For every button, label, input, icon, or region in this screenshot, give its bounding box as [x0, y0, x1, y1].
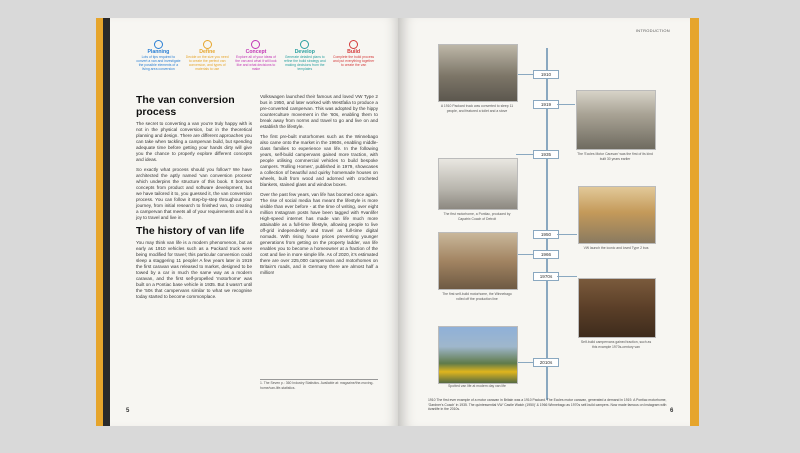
book-edge-right	[689, 18, 699, 426]
step-desc: Generate detailed plans to refine the build strategy and making decisions from the templates	[283, 55, 326, 71]
paragraph: So exactly what process should you follow? We have architected the aptly named 'van conversion process' which underpins the structure of this book. It borrows concepts from product and software development, but we have tailored it to, you guessed it, the van conversion process. You can follow it step-by-step throughout your journey, from initial research to finished van, to creating a campervan that meets all of your requirements and is a joy to travel and live in.	[136, 167, 252, 220]
photo-1910-packard	[438, 44, 518, 102]
photo-1919-caravan	[576, 90, 656, 150]
connector	[516, 154, 534, 155]
photo-caption: A 1910 Packard truck was converted to sleep 11 people, and featured a toilet and a stove	[440, 104, 514, 113]
left-column	[136, 94, 252, 304]
step-name: Define	[199, 49, 216, 55]
photo-caption: The first motorhome, a Pontiac, produced by Capatrix Coach of Detroit	[443, 212, 511, 221]
connector	[516, 254, 534, 255]
photo-1966-winnebago	[438, 232, 518, 290]
photo-caption: Self-build campervans gained traction, such as this example 1970s-century van	[580, 340, 652, 349]
timeline-year: 1950	[533, 230, 559, 239]
photo-2010s-vanlife	[438, 326, 518, 384]
footnote: 1. The Seven p.: 360 Industry Statistics. Available at: magazine/the-moving-home/van-life-statistics.	[260, 379, 378, 390]
step-name: Concept	[245, 49, 267, 55]
photo-caption: Spotted van life at modern day van life	[448, 384, 506, 388]
right-page	[398, 18, 690, 426]
timeline-year: 2010s	[533, 358, 559, 367]
paragraph: You may think van life is a modern phenomenon, but as early as 1910 vehicles such as a Packard truck were being modified for travel; this particular conversion could sleep a staggering 11 people! A few years later in 1919 the first caravan was released to market, designed to be towed by a car in much the same way as a modern caravan, and the first self-propelled 'motorhome' was built on a Pontiac base vehicle in 1935. But it wasn't until the '50s that campervans similar to what we recognise today started to become commonplace.	[136, 240, 252, 299]
page-number-right: 6	[670, 408, 674, 414]
connector	[516, 74, 534, 75]
paragraph: The first pre-built motorhomes such as the Winnebago also came onto the market in the 1960s, enabling middle-class families to experience van life. In the following years, self-build campervans gained more traction, with people utilising commercial vehicles to build bespoke campers. 'Rolling Homes', published in 1979, showcases a collection of beautiful and quirky homemade houses on wheels, built from wood and adorned with crocheted blankets, stained glass and window boxes.	[260, 134, 378, 187]
step-desc: Decide on the size you need to create the perfect van conversion, and types of materials to use	[185, 55, 229, 71]
connector	[557, 104, 575, 105]
search-icon	[154, 40, 163, 49]
timeline-year: 1935	[533, 150, 559, 159]
timeline-year: 1970s	[533, 272, 559, 281]
photo-1950-vw-bus	[578, 186, 656, 244]
step-planning	[136, 40, 181, 71]
wrench-icon	[349, 40, 358, 49]
paragraph: Over the past few years, van life has boomed once again. The rise of social media has meant the lifestyle is more visible than ever before - at the time of writing, over eight million Instagram posts have been tagged with #vanlife! High-speed internet has made van life much more attainable as a full-time lifestyle, allowing people to live off-grid independently and travel as full-time digital nomads. With rising house prices preventing younger generations from getting on the property ladder, van life enables you to become a homeowner at a fraction of the cost and live in more simple life. As of 2020, it's estimated there are over 225,000 campervans and motorhomes on Britain's roads, and in Germany there are almost half a million!	[260, 192, 378, 275]
photo-caption: The first self-build motorhome, the Winnebago rolled off the production line	[442, 292, 512, 301]
idea-icon	[251, 40, 260, 49]
step-name: Build	[347, 49, 361, 55]
timeline-year: 1910	[533, 70, 559, 79]
heading-van-conversion-process: The van conversion process	[136, 94, 235, 118]
page-number-left: 5	[126, 408, 130, 414]
step-build	[331, 40, 376, 71]
step-desc: Explore all of your ideas of the van and what it will look like and what decisions to make	[235, 55, 277, 71]
lightbulb-icon	[203, 40, 212, 49]
section-header: INTRODUCTION	[635, 28, 670, 33]
step-develop	[282, 40, 327, 71]
connector	[557, 276, 577, 277]
photo-caption: The 'Eccles Motor Caravan' was the first of its kind built 30 years earlier	[577, 152, 653, 161]
connector	[557, 234, 577, 235]
photo-1935-motorhome	[438, 158, 518, 210]
photo-caption: VW launch the iconic and loved Type 2 bus	[583, 246, 649, 250]
timeline-year: 1966	[533, 250, 559, 259]
step-define	[185, 40, 230, 71]
paragraph: Volkswagen launched their famous and loved VW Type 2 bus in 1950, and later worked with Westfalia to produce a pre-converted campervan. This was adopted by the hippy counterculture movement in the '60s, enabling them to break away from norms and travel to go and live on and establish the lifestyle.	[260, 94, 378, 129]
left-page	[110, 18, 402, 426]
timeline-footer: 1910 The first ever example of a motor caravan in Britain was a 1910 Packard. The Eccles motor caravan, generated a demand in 1919. A Pontiac motorhome, 'Gardner's Coach' in 1935. The quintessential VW 'Castle Watch (1950)' & 1966 Winnebago as 1970s self-build campers. Now made famous on Instagram with #vanlife in the 2010s.	[428, 398, 667, 411]
step-desc: Lots of tips required to convert a van and investigate the possible elements of a living area conversion	[136, 55, 181, 71]
connector	[516, 362, 534, 363]
process-steps	[136, 40, 376, 71]
paragraph: The secret to converting a van you're truly happy with is not in the physical conversion, but in the theoretical planning and design. There are different approaches you can take when tackling a campervan build, but spending adequate time before getting your hands dirty will give you the chance to properly explore different concepts and ideas.	[136, 121, 252, 162]
chart-icon	[300, 40, 309, 49]
step-concept	[234, 40, 279, 71]
photo-1970s-selfbuild	[578, 278, 656, 338]
heading-history-of-van-life: The history of van life	[136, 225, 245, 237]
right-column	[260, 94, 378, 280]
step-name: Planning	[147, 49, 170, 55]
step-name: Develop	[294, 49, 315, 55]
step-desc: Complete the build process and put everything together to create the van	[332, 55, 375, 67]
timeline-year: 1919	[533, 100, 559, 109]
